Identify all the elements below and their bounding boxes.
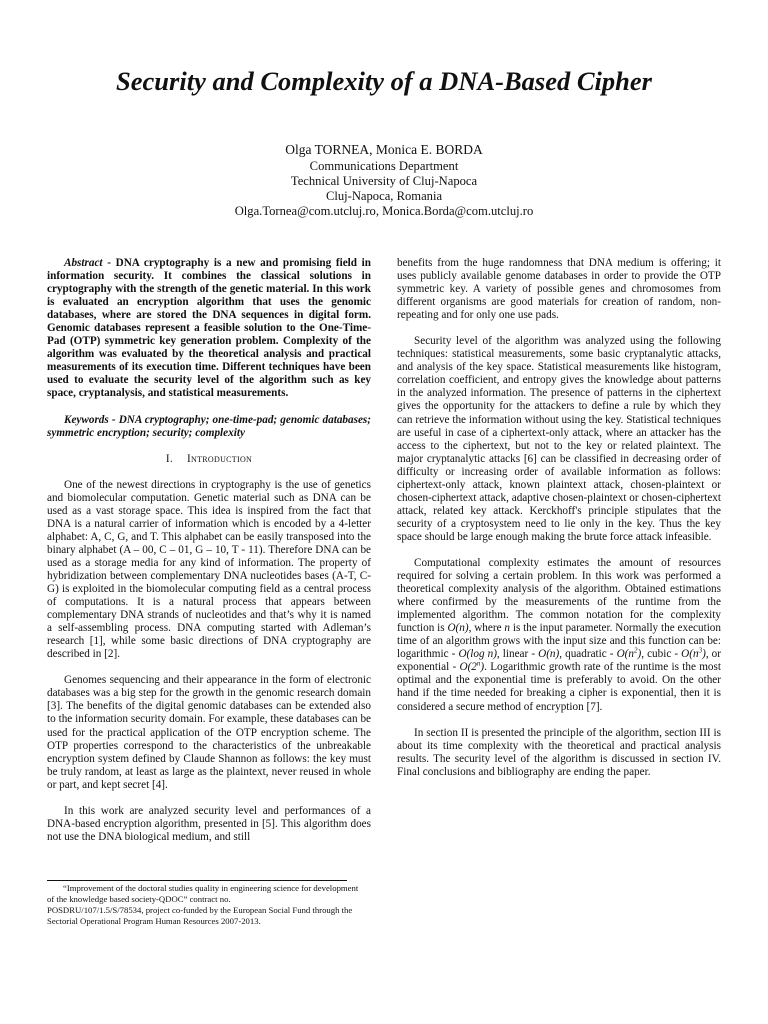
- abstract-text: - DNA cryptography is a new and promising field in information security. It combines the classical solutions in cryptography with the strength of the genetic material. In this work is evaluated an encryption algorithm that uses the genomic databases, where are stored the DNA sequences in digital form. Genomic databases represent a feasible solution to the One-Time-Pad (OTP) symmetric key generation problem. Complexity of the algorithm was evaluated by the theoretical analysis and practical measurements of its execution time. Different techniques have been used to evaluate the security level of the algorithm such as key space, cryptanalysis, and statistical measurements.: [47, 257, 371, 400]
- intro-paragraph-1: One of the newest directions in cryptography is the use of genetics and biomolecular computation. Genetic material such as DNA can be used as a vast storage space. This idea is inspired from the fact that DNA is a natural carrier of information which is encoded by a 4-letter alphabet: A, C, G, and T. This alphabet can be easily transposed into the binary alphabet (A – 00, C – 01, G – 10, T - 11). Therefore DNA can be used as a storage media for any kind of information. The property of hybridization between complementary DNA nucleotides bases (A-T, C-G) is exploited in the biomolecular computing field as a central process of computations. It is a natural process that appears between complementary DNA strands of nucleotides and that’s why it is named a self-assembling process. DNA computing started with Adleman’s research [1], while some basic directions of DNA cryptography are described in [2].: [47, 478, 371, 661]
- author-department: Communications Department: [309, 159, 459, 173]
- footnote-line-1: “Improvement of the doctoral studies quality in engineering science for development of the knowledge based society-QDOC” contract no.: [47, 883, 359, 904]
- section-heading: [47, 453, 371, 466]
- footnote-line-2: POSDRU/107/1.5/S/78534, project co-funded by the European Social Fund through the Sectorial Operational Program Human Resources 2007-2013.: [47, 905, 353, 926]
- right-paragraph-4: In section II is presented the principle of the algorithm, section III is about its time complexity with the theoretical and practical analysis results. The security level of the algorithm is discussed in section IV. Final conclusions and bibliography are ending the paper.: [397, 726, 721, 778]
- author-block: [0, 142, 768, 219]
- left-column: [47, 257, 371, 844]
- keywords: Keywords - DNA cryptography; one-time-pad; genomic databases; symmetric encryption; security; complexity: [47, 413, 371, 439]
- right-column: [397, 257, 721, 779]
- section-title: Introduction: [187, 452, 253, 465]
- footnote-divider: [47, 880, 347, 881]
- intro-paragraph-3: In this work are analyzed security level and performances of a DNA-based encryption algorithm, presented in [5]. This algorithm does not use the DNA biological medium, and still: [47, 804, 371, 843]
- abstract: [47, 257, 371, 401]
- intro-paragraph-2: Genomes sequencing and their appearance in the form of electronic databases was a big step for the growth in the genomic research domain [3]. The benefits of the digital genomic databases can be extended also to the information security domain. For example, these databases can be used for the practical application of the OTP encryption scheme. The OTP properties correspond to the characteristics of the unbreakable encryption system defined by Claude Shannon as follows: the key must be truly random, at least as large as the plaintext, never reused in whole or part, and kept secret [4].: [47, 674, 371, 791]
- right-paragraph-1: benefits from the huge randomness that DNA medium is offering; it uses publicly available genome databases in order to provide the OTP symmetric key. A variety of possible genes and chromosomes from different organisms are good materials for creation of random, non-repeating and for only one use pads.: [397, 257, 721, 322]
- section-number: I.: [165, 452, 173, 465]
- author-names: Olga TORNEA, Monica E. BORDA: [285, 142, 483, 157]
- right-paragraph-3: Computational complexity estimates the amount of resources required for solving a certain problem. In this work was performed a theoretical complexity analysis of the algorithm. Obtained estimations where confirmed by the measurements of the runtime from the implemented algorithm. The common notation for the complexity function is O(n), where n is the input parameter. Normally the execution time of an algorithm grows with the input size and this function can be: logarithmic - O(log n), linear - O(n), quadratic - $O(n^2)$, cubic - $O(n^3)$, or exponential - O(2$^n$). Logarithmic growth rate of the runtime is the most optimal and the exponential time is preferably to avoid. On the other hand if the time needed for breaking a cipher is exponential, then it is considered a secure method of encryption [7].: [397, 556, 721, 713]
- right-paragraph-2: Security level of the algorithm was analyzed using the following techniques: statistical measurements, some basic cryptanalytic attacks, and analysis of the key space. Statistical measurements like histogram, correlation coefficient, and entropy gives the knowledge about patterns in the analyzed information. The presence of patterns in the ciphertext gives the opportunity for the attackers to define a rule by which they can retrieve the information without using the key. Statistical techniques are useful in case of a ciphertext-only attack, where an attacker has the access to the ciphertext, but not to the key or related plaintext. The major cryptanalytic attacks [6] can be classified in decreasing order of difficulty or increasing order of available information as follows: ciphertext-only attack, known plaintext attack, chosen-plaintext or chosen-ciphertext attack, adaptive chosen-plaintext or chosen-ciphertext attack, related key attack. Kerckhoff's principle stipulates that the security of a cryptosystem need to lie only in the key. Thus the key space should be large enough making the brute force attack infeasible.: [397, 335, 721, 543]
- paper-title: Security and Complexity of a DNA-Based Cipher: [116, 66, 652, 96]
- author-university: Technical University of Cluj-Napoca: [290, 174, 478, 188]
- abstract-label: Abstract: [64, 257, 103, 269]
- footnote: [47, 883, 367, 927]
- author-location: Cluj-Napoca, Romania: [325, 189, 443, 203]
- author-emails: Olga.Tornea@com.utcluj.ro, Monica.Borda@com.utcluj.ro: [234, 204, 534, 218]
